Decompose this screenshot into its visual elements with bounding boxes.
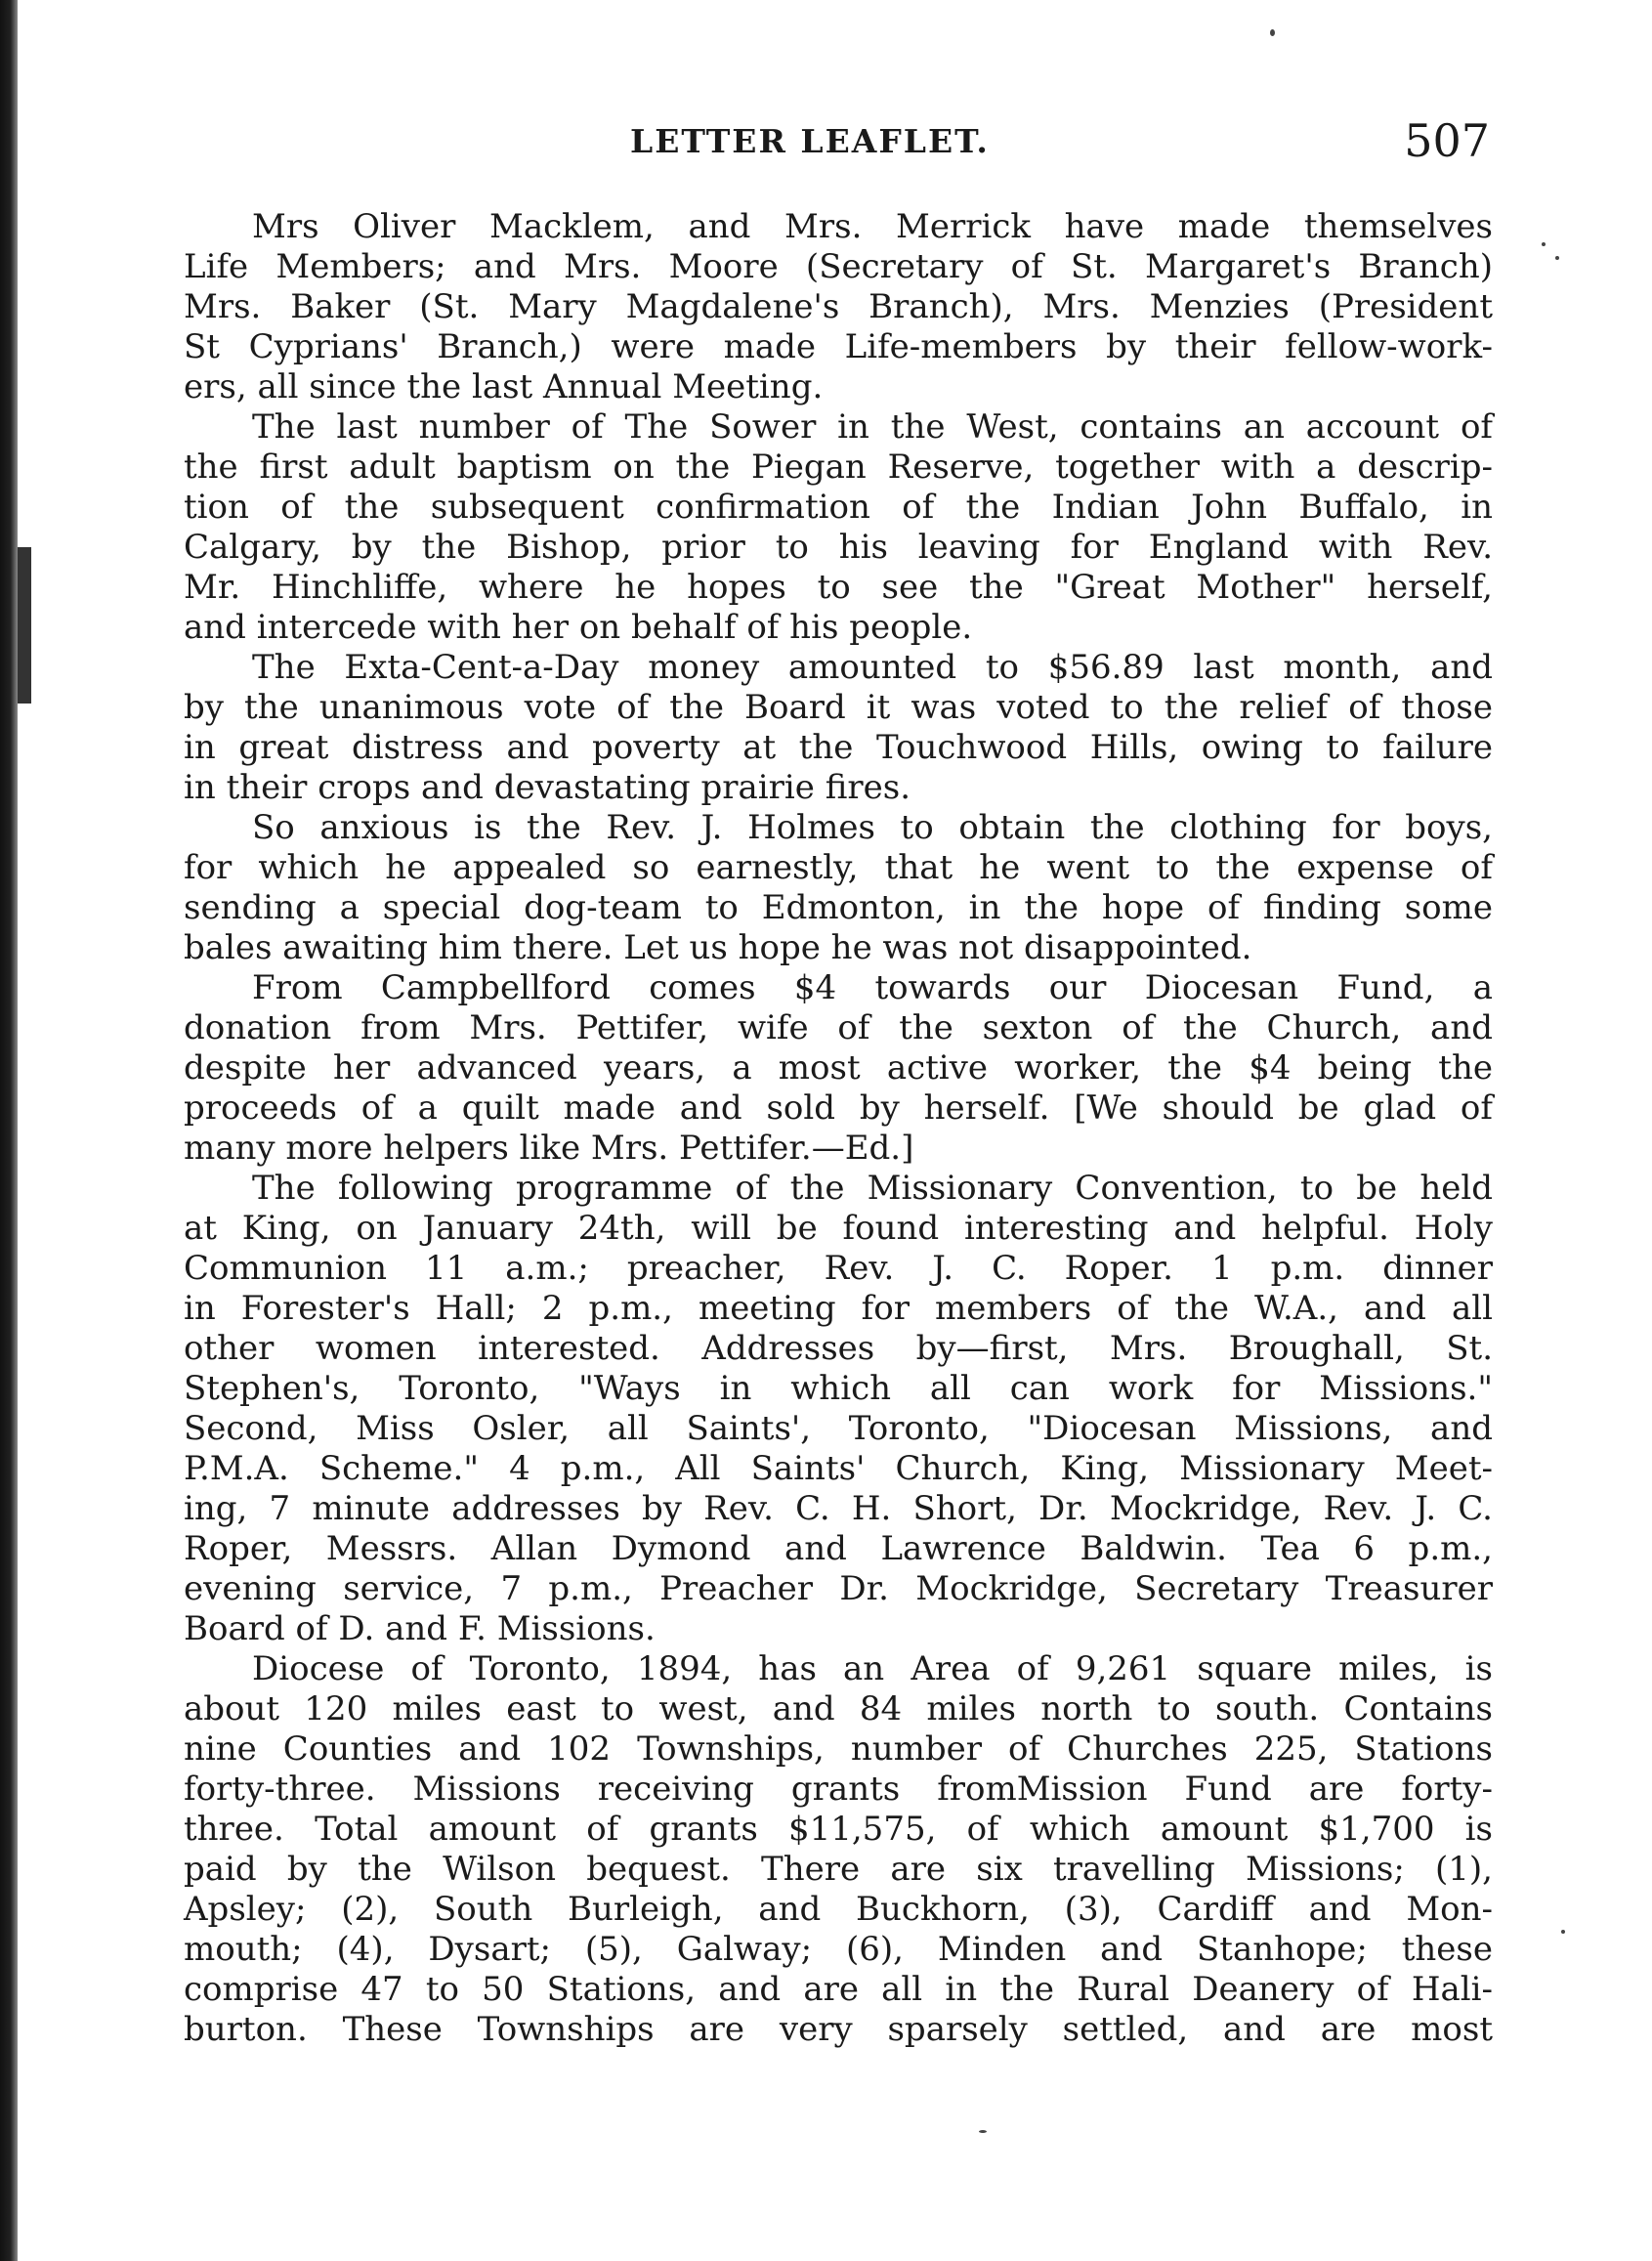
text-line: Roper, Messrs. Allan Dymond and Lawrence Baldwin. Tea 6 p.m., [184,1529,1493,1568]
text-line: evening service, 7 p.m., Preacher Dr. Mockridge, Secretary Treasurer [184,1569,1493,1608]
text-line: the first adult baptism on the Piegan Reserve, together with a descrip- [184,448,1493,487]
text-line: Communion 11 a.m.; preacher, Rev. J. C. Roper. 1 p.m. dinner [184,1249,1493,1288]
page-body [184,207,1493,2050]
text-line: Mr. Hinchliffe, where he hopes to see the "Great Mother" herself, [184,568,1493,607]
text-line: Mrs. Baker (St. Mary Magdalene's Branch), Mrs. Menzies (President [184,287,1493,326]
text-line: burton. These Townships are very sparsely settled, and are most [184,2010,1493,2049]
print-speck [1561,1930,1565,1934]
text-line: for which he appealed so earnestly, that he went to the expense of [184,848,1493,887]
text-line: paid by the Wilson bequest. There are six travelling Missions; (1), [184,1850,1493,1889]
text-line: nine Counties and 102 Townships, number of Churches 225, Stations [184,1729,1493,1769]
paragraph-life-members [184,207,1493,407]
text-line: proceeds of a quilt made and sold by herself. [We should be glad of [184,1088,1493,1128]
text-line: The following programme of the Missionary Convention, to be held [252,1169,1493,1208]
paragraph-sower-in-the-west [184,407,1493,648]
text-line: many more helpers like Mrs. Pettifer.—Ed.] [184,1129,914,1168]
text-line: mouth; (4), Dysart; (5), Galway; (6), Minden and Stanhope; these [184,1930,1493,1969]
text-line: Mrs Oliver Macklem, and Mrs. Merrick have made themselves [252,207,1493,246]
text-line: bales awaiting him there. Let us hope he was not disappointed. [184,928,1252,967]
text-line: in great distress and poverty at the Touchwood Hills, owing to failure [184,728,1493,767]
text-line: P.M.A. Scheme." 4 p.m., All Saints' Church, King, Missionary Meet- [184,1449,1493,1488]
page-number: 507 [1404,114,1490,167]
paragraph-extra-cent-a-day [184,648,1493,808]
page-binding-edge [0,0,18,2261]
text-line: comprise 47 to 50 Stations, and are all in the Rural Deanery of Hali- [184,1970,1493,2009]
text-line: at King, on January 24th, will be found interesting and helpful. Holy [184,1209,1493,1248]
paragraph-campbellford [184,968,1493,1169]
print-speck [979,2130,987,2133]
text-line: donation from Mrs. Pettifer, wife of the sexton of the Church, and [184,1008,1493,1047]
text-line: other women interested. Addresses by—first, Mrs. Broughall, St. [184,1329,1493,1368]
text-line: ers, all since the last Annual Meeting. [184,367,824,406]
text-line: So anxious is the Rev. J. Holmes to obtain the clothing for boys, [252,808,1493,847]
print-speck [1555,256,1559,260]
text-line: Board of D. and F. Missions. [184,1609,656,1648]
text-line: Stephen's, Toronto, "Ways in which all can work for Missions." [184,1369,1493,1408]
paragraph-diocese-of-toronto [184,1649,1493,2050]
text-line: St Cyprians' Branch,) were made Life-members by their fellow-work- [184,327,1493,366]
text-line: tion of the subsequent confirmation of the Indian John Buffalo, in [184,488,1493,527]
text-line: forty-three. Missions receiving grants fromMission Fund are forty- [184,1770,1493,1809]
text-line: Calgary, by the Bishop, prior to his leaving for England with Rev. [184,528,1493,567]
text-line: about 120 miles east to west, and 84 miles north to south. Contains [184,1689,1493,1728]
paragraph-missionary-convention [184,1169,1493,1649]
text-line: sending a special dog-team to Edmonton, in the hope of finding some [184,888,1493,927]
text-line: From Campbellford comes $4 towards our Diocesan Fund, a [252,968,1493,1007]
running-title: LETTER LEAFLET. [630,122,990,160]
text-line: and intercede with her on behalf of his people. [184,608,973,647]
print-speck [1270,29,1275,36]
text-line: The Exta-Cent-a-Day money amounted to $56.89 last month, and [252,648,1493,687]
text-line: Second, Miss Osler, all Saints', Toronto, "Diocesan Missions, and [184,1409,1493,1448]
text-line: in their crops and devastating prairie fires. [184,768,911,807]
text-line: Apsley; (2), South Burleigh, and Buckhorn, (3), Cardiff and Mon- [184,1890,1493,1929]
text-line: by the unanimous vote of the Board it was voted to the relief of those [184,688,1493,727]
text-line: three. Total amount of grants $11,575, of which amount $1,700 is [184,1810,1493,1849]
text-line: Diocese of Toronto, 1894, has an Area of 9,261 square miles, is [252,1649,1493,1688]
binding-shadow [18,547,31,704]
text-line: Life Members; and Mrs. Moore (Secretary of St. Margaret's Branch) [184,247,1493,286]
paragraph-rev-holmes [184,808,1493,968]
text-line: in Forester's Hall; 2 p.m., meeting for members of the W.A., and all [184,1289,1493,1328]
text-line: The last number of The Sower in the West, contains an account of [252,407,1493,447]
page-header [181,114,1490,171]
text-line: ing, 7 minute addresses by Rev. C. H. Short, Dr. Mockridge, Rev. J. C. [184,1489,1493,1528]
print-speck [1542,242,1546,246]
text-line: despite her advanced years, a most active worker, the $4 being the [184,1048,1493,1088]
